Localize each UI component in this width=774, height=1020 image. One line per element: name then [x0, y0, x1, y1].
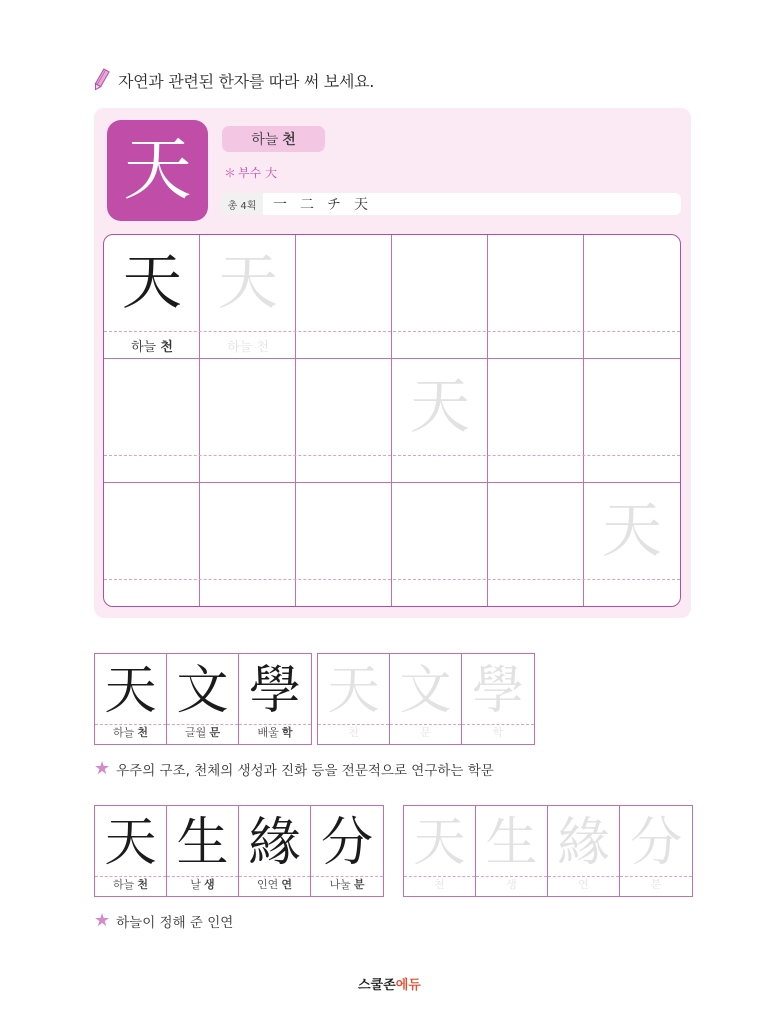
- vocab-trace-2[interactable]: [403, 805, 693, 897]
- grid-divider: [583, 235, 584, 606]
- dashed-guide: [104, 455, 680, 456]
- vocab-trace-1[interactable]: [317, 653, 535, 745]
- vocab-char: 分: [320, 813, 373, 873]
- vocab-caption: 하늘 천: [113, 726, 148, 739]
- vocab-trace-char: 學: [471, 661, 524, 721]
- vocab-trace-cell[interactable]: [318, 654, 390, 744]
- vocab-caption: 글월 문: [185, 726, 220, 739]
- vocab-caption: 인연 연: [257, 878, 292, 891]
- grid-cell-model: [104, 235, 200, 359]
- vocab-char: 文: [176, 661, 229, 721]
- radical-info: [224, 164, 277, 181]
- vocab-trace-cell[interactable]: [548, 806, 620, 896]
- trace-glyph: 天: [410, 372, 470, 442]
- stroke-order-bar: [221, 193, 681, 215]
- vocab-definition-2: [94, 910, 233, 931]
- vocab-definition-1: [94, 758, 494, 779]
- definition-text: 하늘이 정해 준 인연: [116, 914, 234, 931]
- vocab-trace-char: 天: [413, 813, 466, 873]
- vocab-box: [94, 805, 384, 897]
- reading-text: 천: [282, 132, 296, 148]
- trace-glyph: 天: [218, 248, 278, 318]
- grid-cell-trace[interactable]: [200, 235, 296, 359]
- stroke-sequence: [273, 194, 381, 214]
- logo-part-2: 에듀: [395, 978, 421, 993]
- vocab-trace-char: 天: [327, 661, 380, 721]
- grid-divider: [295, 235, 296, 606]
- vocab-cell: [167, 654, 239, 744]
- grid-divider: [391, 235, 392, 606]
- vocab-char: 天: [104, 813, 157, 873]
- radical-char: 大: [265, 166, 278, 180]
- vocab-trace-caption: 천: [348, 726, 359, 739]
- vocab-trace-box[interactable]: [403, 805, 693, 897]
- grid-divider: [104, 358, 680, 359]
- vocab-trace-box[interactable]: [317, 653, 535, 745]
- model-glyph: 天: [122, 248, 182, 318]
- vocab-caption: 배울 학: [257, 726, 293, 739]
- dashed-guide: [104, 579, 680, 580]
- vocab-cell: [239, 654, 311, 744]
- vocab-trace-caption: 분: [650, 878, 662, 891]
- dashed-guide: [104, 331, 680, 332]
- vocab-caption: 나눌 분: [329, 878, 365, 891]
- vocab-trace-cell[interactable]: [462, 654, 534, 744]
- vocab-trace-cell[interactable]: [404, 806, 476, 896]
- vocab-cell: [95, 654, 167, 744]
- grid-divider: [104, 482, 680, 483]
- pencil-icon: [90, 67, 112, 93]
- grid-divider: [487, 235, 488, 606]
- meaning-text: 하늘: [251, 132, 279, 148]
- vocab-caption: 하늘 천: [113, 878, 148, 891]
- trace-caption: [200, 336, 296, 355]
- logo-part-1: 스쿨존: [358, 978, 396, 993]
- vocab-caption: 날 생: [190, 878, 215, 891]
- caption-meaning: 하늘: [131, 340, 157, 355]
- asterisk-icon: ＊: [224, 166, 237, 180]
- grid-divider: [199, 235, 200, 606]
- stroke-step: 天: [354, 197, 368, 213]
- vocab-trace-char: 生: [485, 813, 538, 873]
- main-character-box: [107, 120, 208, 221]
- vocab-trace-caption: 학: [492, 726, 504, 739]
- vocab-model-2: [94, 805, 384, 897]
- grid-cell-trace[interactable]: [392, 359, 488, 483]
- main-character: 天: [123, 130, 192, 210]
- model-caption: [104, 336, 200, 355]
- vocab-trace-caption: 천: [434, 878, 445, 891]
- vocab-trace-caption: 연: [578, 878, 589, 891]
- vocab-cell: [167, 806, 239, 896]
- vocab-model-1: [94, 653, 312, 745]
- instruction: [90, 66, 374, 94]
- caption-reading: 천: [160, 340, 173, 355]
- vocab-trace-char: 分: [629, 813, 682, 873]
- vocab-trace-char: 文: [399, 661, 452, 721]
- vocab-char: 天: [104, 661, 157, 721]
- publisher-logo: [358, 974, 421, 993]
- grid-cell-trace[interactable]: [584, 483, 680, 607]
- vocab-box: [94, 653, 312, 745]
- hanja-panel: [94, 108, 691, 618]
- vocab-char: 生: [176, 813, 229, 873]
- caption-meaning: 하늘: [227, 340, 253, 355]
- stroke-step: 一: [273, 197, 287, 213]
- trace-glyph: 天: [602, 496, 662, 566]
- vocab-trace-cell[interactable]: [390, 654, 462, 744]
- vocab-trace-cell[interactable]: [620, 806, 692, 896]
- vocab-cell: [311, 806, 383, 896]
- instruction-text: 자연과 관련된 한자를 따라 써 보세요.: [118, 71, 375, 91]
- vocab-trace-caption: 생: [506, 878, 517, 891]
- vocab-trace-caption: 문: [420, 726, 431, 739]
- vocab-char: 緣: [248, 813, 301, 873]
- vocab-trace-char: 緣: [557, 813, 610, 873]
- definition-text: 우주의 구조, 천체의 생성과 진화 등을 전문적으로 연구하는 학문: [116, 762, 494, 779]
- caption-reading: 천: [256, 340, 269, 355]
- vocab-trace-cell[interactable]: [476, 806, 548, 896]
- meaning-pill: [222, 126, 325, 152]
- stroke-step: チ: [327, 197, 341, 213]
- stroke-count: 총 4획: [221, 193, 263, 215]
- vocab-cell: [95, 806, 167, 896]
- radical-label: 부수: [238, 166, 262, 180]
- vocab-char: 學: [248, 661, 301, 721]
- writing-grid: [103, 234, 681, 607]
- stroke-step: 二: [300, 197, 314, 213]
- vocab-cell: [239, 806, 311, 896]
- star-icon: ★: [94, 910, 111, 931]
- star-icon: ★: [94, 758, 111, 779]
